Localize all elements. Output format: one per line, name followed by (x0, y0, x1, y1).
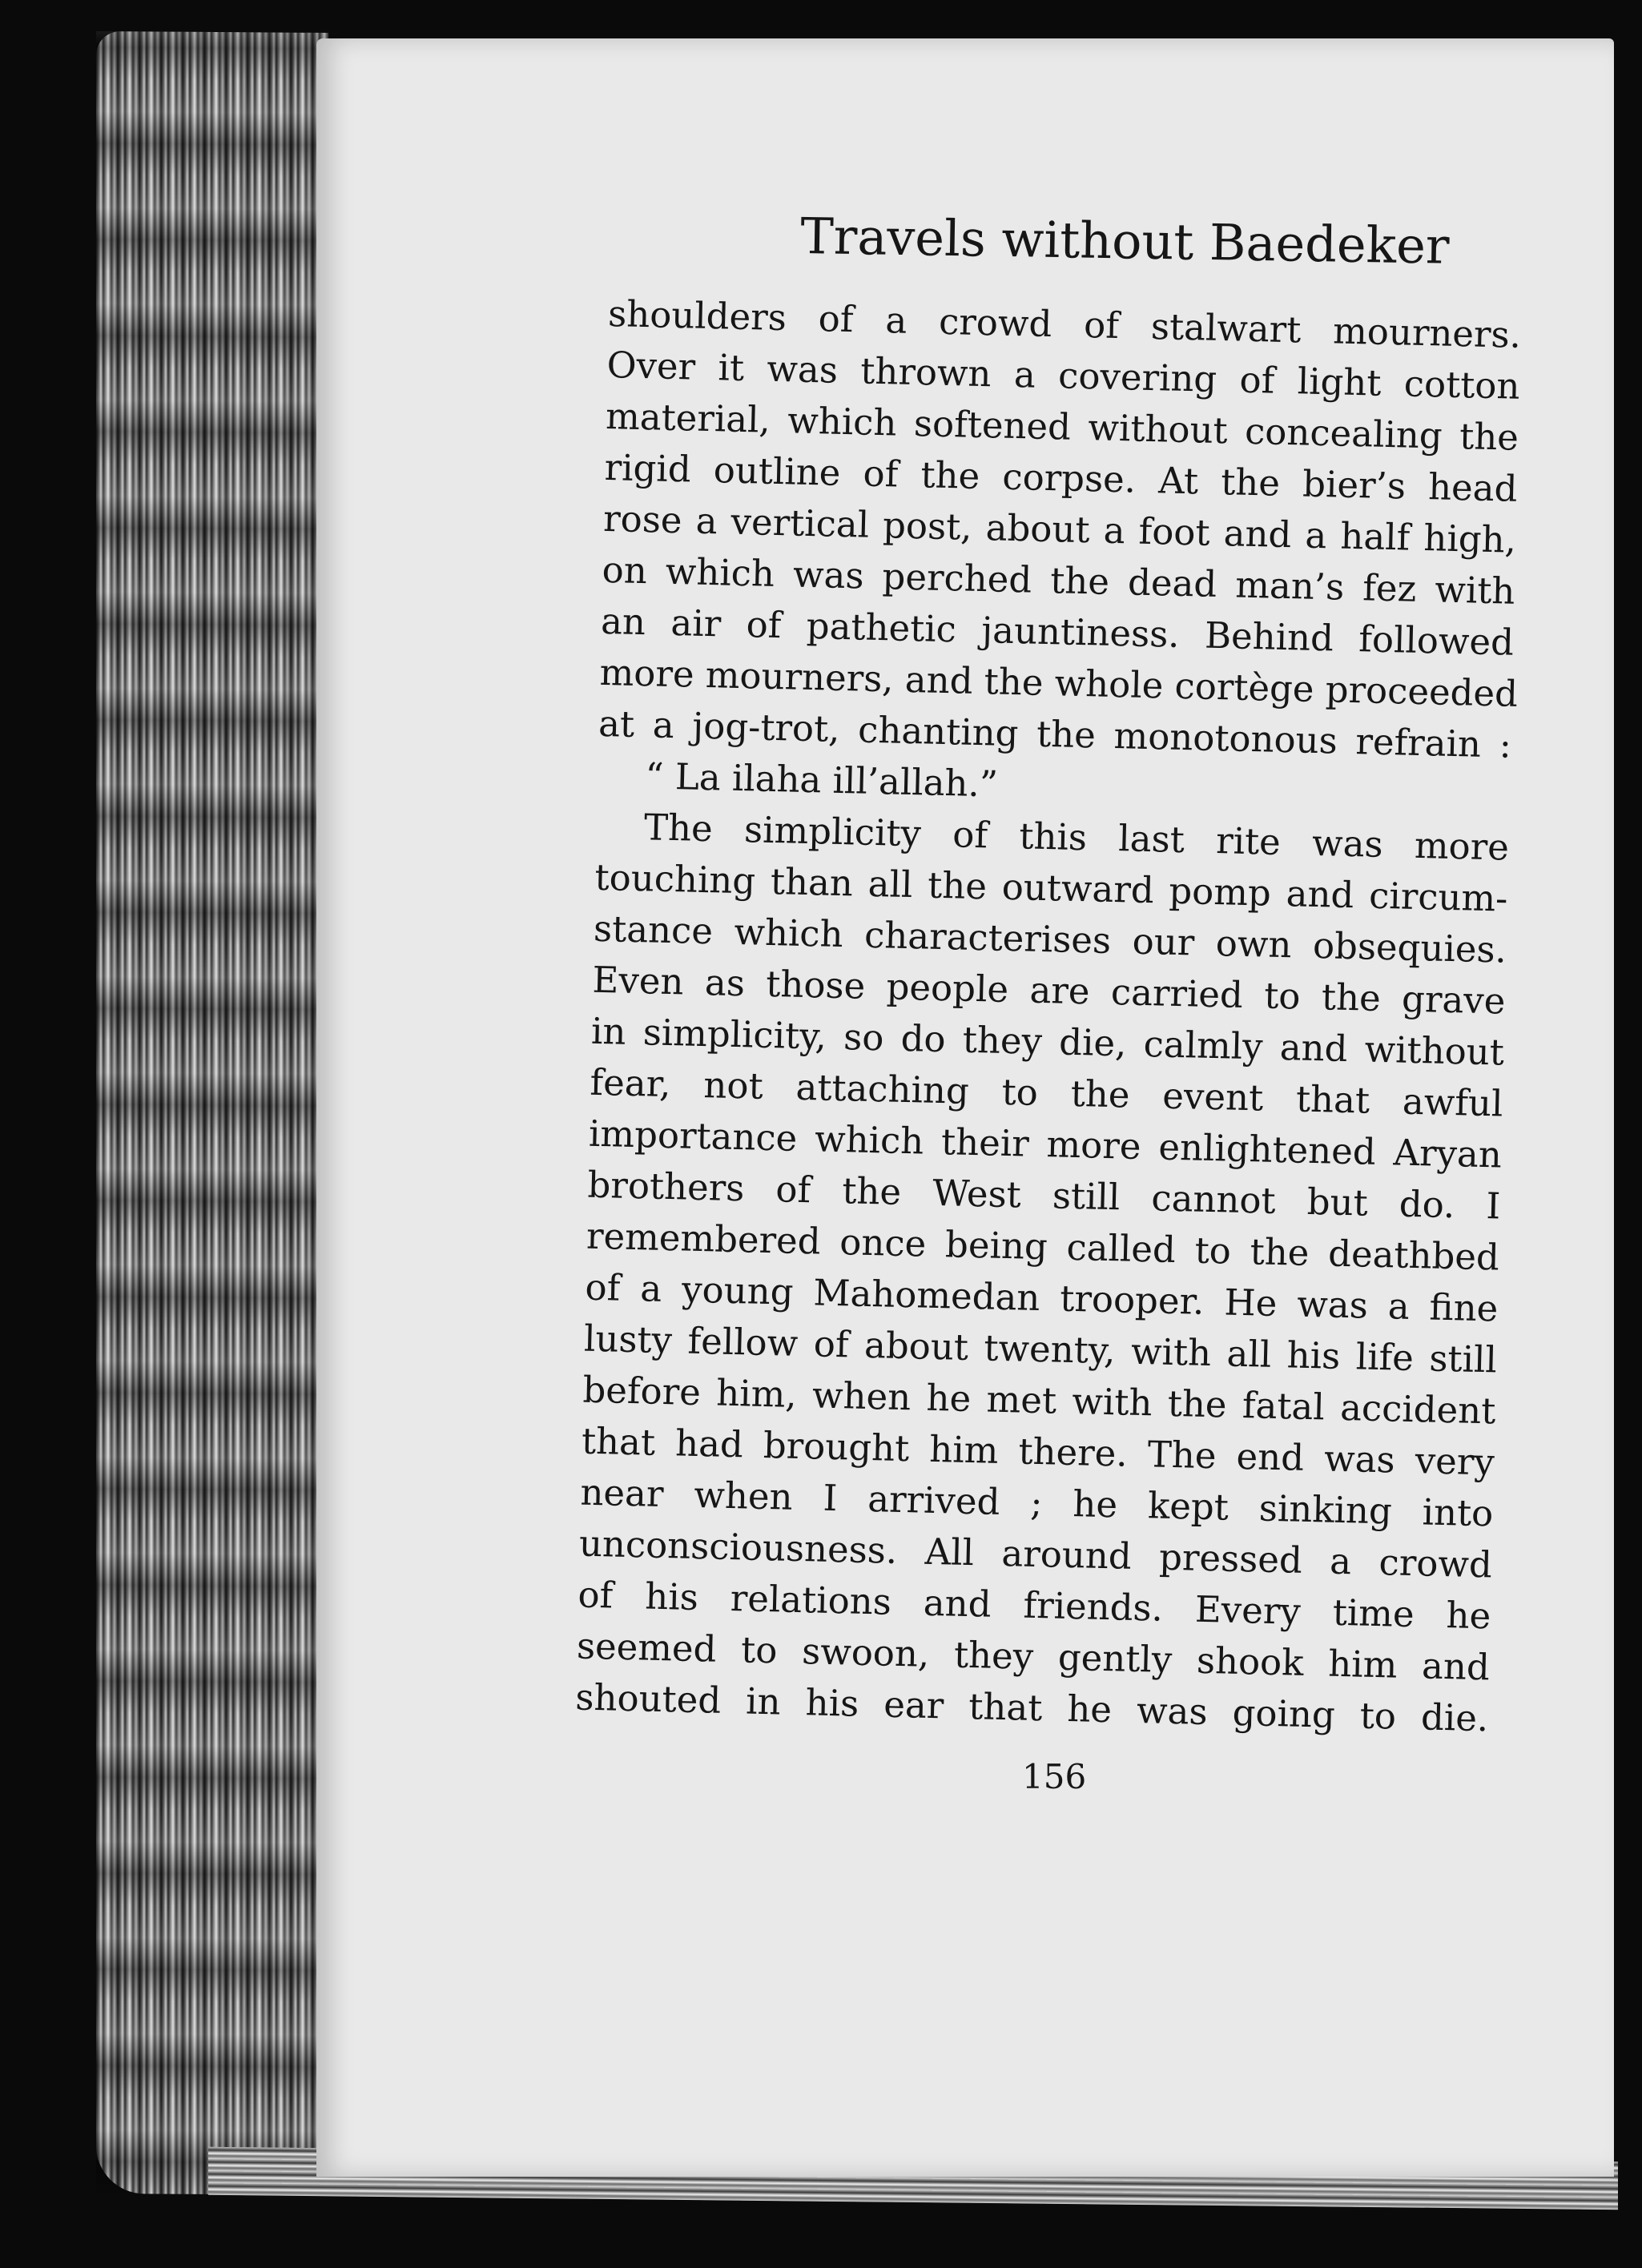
body-text (575, 288, 1522, 1744)
text-line: seemed to swoon, they gently shook him and (576, 1624, 1491, 1689)
page-block-edges (96, 31, 328, 2195)
text-line: an air of pathetic jauntiness. Behind followed (600, 599, 1515, 664)
text-line: remembered once being called to the deathbed (586, 1214, 1500, 1279)
text-line: on which was perched the dead man’s fez with (602, 548, 1516, 613)
page-number: 156 (1022, 1757, 1087, 1796)
text-line: before him, when he met with the fatal accident (582, 1368, 1496, 1433)
text-line: touching than all the outward pomp and circum- (594, 855, 1508, 920)
text-line: of his relations and friends. Every time he (577, 1573, 1491, 1638)
running-head: Travels without Baedeker (799, 207, 1451, 275)
text-line: shoulders of a crowd of stalwart mourners. (607, 292, 1522, 356)
text-line: The simplicity of this last rite was more (643, 806, 1510, 869)
text-line: rigid outline of the corpse. At the bier’s head (604, 445, 1519, 510)
text-line: more mourners, and the whole cortège proceeded (599, 650, 1519, 715)
text-line: lusty fellow of about twenty, with all his life still (583, 1317, 1498, 1381)
text-line: material, which softened without concealing the (605, 394, 1519, 459)
text-line: of a young Mahomedan trooper. He was a fine (584, 1265, 1499, 1330)
text-line: importance which their more enlightened Aryan (588, 1112, 1503, 1176)
text-line: in simplicity, so do they die, calmly and without (590, 1009, 1505, 1074)
text-line: near when I arrived ; he kept sinking into (579, 1470, 1494, 1535)
text-line: at a jog-trot, chanting the monotonous refrain : (598, 702, 1512, 766)
text-line: “ La ilaha ill’allah.” (645, 754, 999, 806)
text-line: fear, not attaching to the event that awful (590, 1060, 1503, 1125)
text-line: that had brought him there. The end was very (581, 1419, 1495, 1484)
text-line: Even as those people are carried to the grave (592, 958, 1506, 1023)
text-line: unconsciousness. All around pressed a crowd (578, 1522, 1493, 1586)
text-line: shouted in his ear that he was going to die. (574, 1675, 1489, 1740)
text-line: stance which characterises our own obsequies. (593, 907, 1507, 971)
text-line: Over it was thrown a covering of light cotton (606, 343, 1521, 408)
text-line: rose a vertical post, about a foot and a half high, (602, 497, 1517, 561)
text-line: brothers of the West still cannot but do. I (587, 1163, 1501, 1228)
